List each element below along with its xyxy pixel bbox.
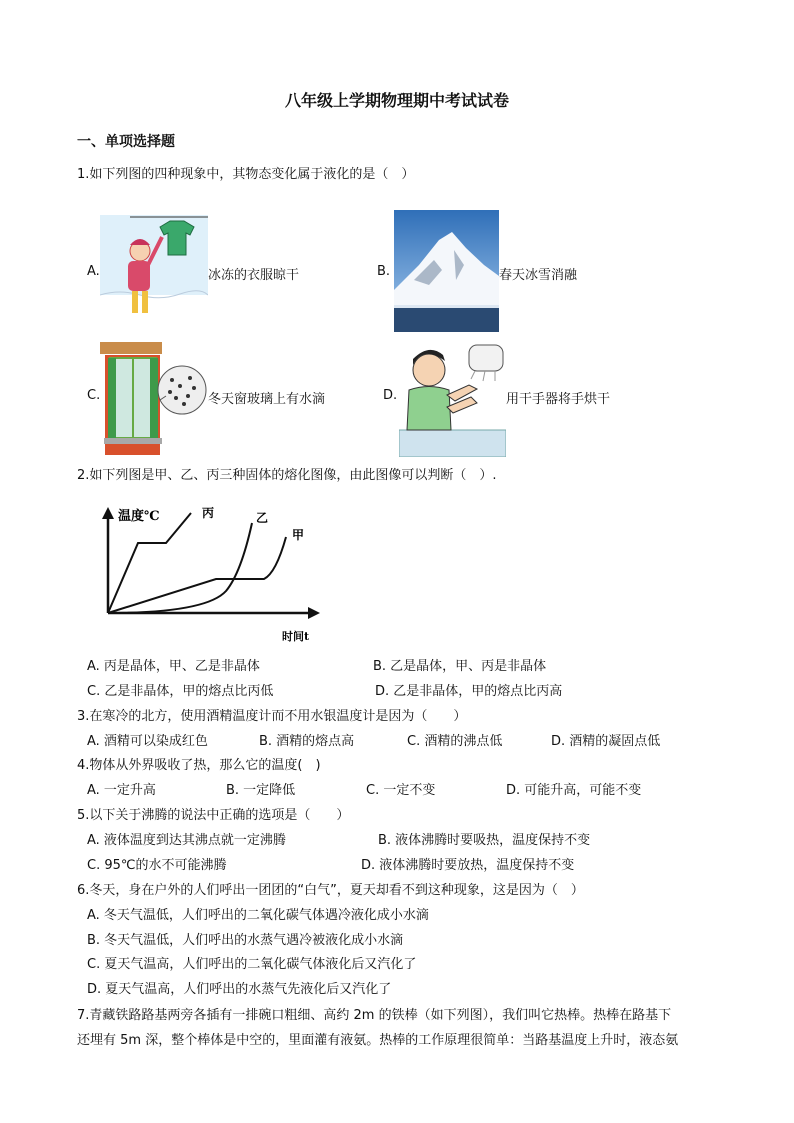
- q3-option-c: C. 酒精的沸点低: [407, 734, 503, 749]
- snowy-mountain-photo: [394, 210, 499, 332]
- section-heading: 一、单项选择题: [77, 134, 175, 150]
- q1-option-d-text: 用干手器将手烘干: [506, 392, 611, 407]
- q1-option-a-letter: A.: [87, 264, 100, 279]
- q1-option-d-letter: D.: [383, 388, 398, 403]
- q4-option-b: B. 一定降低: [226, 783, 296, 798]
- q4-option-a: A. 一定升高: [87, 783, 156, 798]
- q1-option-c-text: 冬天窗玻璃上有水滴: [208, 392, 326, 407]
- curve-label-yi: 乙: [256, 511, 269, 525]
- q5-option-c: C. 95℃的水不可能沸腾: [87, 858, 227, 873]
- q6-option-c: C. 夏天气温高，人们呼出的二氧化碳气体液化后又汽化了: [87, 957, 417, 972]
- question-3-stem: 3.在寒冷的北方，使用酒精温度计而不用水银温度计是因为（ ）: [77, 709, 467, 724]
- window-condensation-illustration: [100, 340, 208, 455]
- q1-option-b-letter: B.: [377, 264, 391, 279]
- q6-option-a: A. 冬天气温低，人们呼出的二氧化碳气体遇冷液化成小水滴: [87, 908, 429, 923]
- q5-option-b: B. 液体沸腾时要吸热，温度保持不变: [378, 833, 591, 848]
- q1-option-a-text: 冰冻的衣服晾干: [208, 268, 300, 283]
- question-5-stem: 5.以下关于沸腾的说法中正确的选项是（ ）: [77, 808, 350, 823]
- curve-label-bing: 丙: [202, 506, 215, 520]
- q1-option-c-letter: C.: [87, 388, 101, 403]
- q3-option-b: B. 酒精的熔点高: [259, 734, 355, 749]
- q1-option-b-text: 春天冰雪消融: [499, 268, 578, 283]
- curve-label-jia: 甲: [292, 528, 305, 542]
- question-1-stem: 1.如下列图的四种现象中，其物态变化属于液化的是（ ）: [77, 167, 415, 182]
- q5-option-d: D. 液体沸腾时要放热，温度保持不变: [361, 858, 575, 873]
- q2-option-d: D. 乙是非晶体，甲的熔点比丙高: [375, 684, 563, 699]
- question-2-stem: 2.如下列图是甲、乙、丙三种固体的熔化图像，由此图像可以判断（ ）.: [77, 468, 497, 483]
- q6-option-b: B. 冬天气温低，人们呼出的水蒸气遇冷被液化成小水滴: [87, 933, 404, 948]
- q2-option-c: C. 乙是非晶体，甲的熔点比丙低: [87, 684, 274, 699]
- q2-option-a: A. 丙是晶体，甲、乙是非晶体: [87, 659, 260, 674]
- child-drying-clothes-illustration: [100, 215, 208, 330]
- q4-option-c: C. 一定不变: [366, 783, 436, 798]
- curve-bing: [108, 513, 191, 613]
- question-4-stem: 4.物体从外界吸收了热，那么它的温度( ): [77, 758, 321, 773]
- q2-option-b: B. 乙是晶体，甲、丙是非晶体: [373, 659, 547, 674]
- q5-option-a: A. 液体温度到达其沸点就一定沸腾: [87, 833, 286, 848]
- curve-yi: [108, 523, 252, 613]
- graph-ylabel: 温度℃: [118, 509, 160, 524]
- graph-xlabel: 时间t: [282, 630, 310, 643]
- question-7-line-2: 还埋有 5m 深，整个棒体是中空的，里面灌有液氨。热棒的工作原理很简单：当路基温度上升时，液态氨: [77, 1033, 679, 1048]
- melting-graph: [96, 503, 336, 645]
- q3-option-a: A. 酒精可以染成红色: [87, 734, 208, 749]
- q3-option-d: D. 酒精的凝固点低: [551, 734, 661, 749]
- q4-option-d: D. 可能升高，可能不变: [506, 783, 642, 798]
- question-6-stem: 6.冬天，身在户外的人们呼出一团团的“白气”，夏天却看不到这种现象，这是因为（ ）: [77, 883, 584, 898]
- hand-dryer-illustration: [399, 335, 506, 457]
- question-7-line-1: 7.青藏铁路路基两旁各插有一排碗口粗细、高约 2m 的铁棒（如下列图），我们叫它热棒。热棒在路基下: [77, 1008, 672, 1023]
- page-title: 八年级上学期物理期中考试试卷: [284, 91, 509, 110]
- q6-option-d: D. 夏天气温高，人们呼出的水蒸气先液化后又汽化了: [87, 982, 392, 997]
